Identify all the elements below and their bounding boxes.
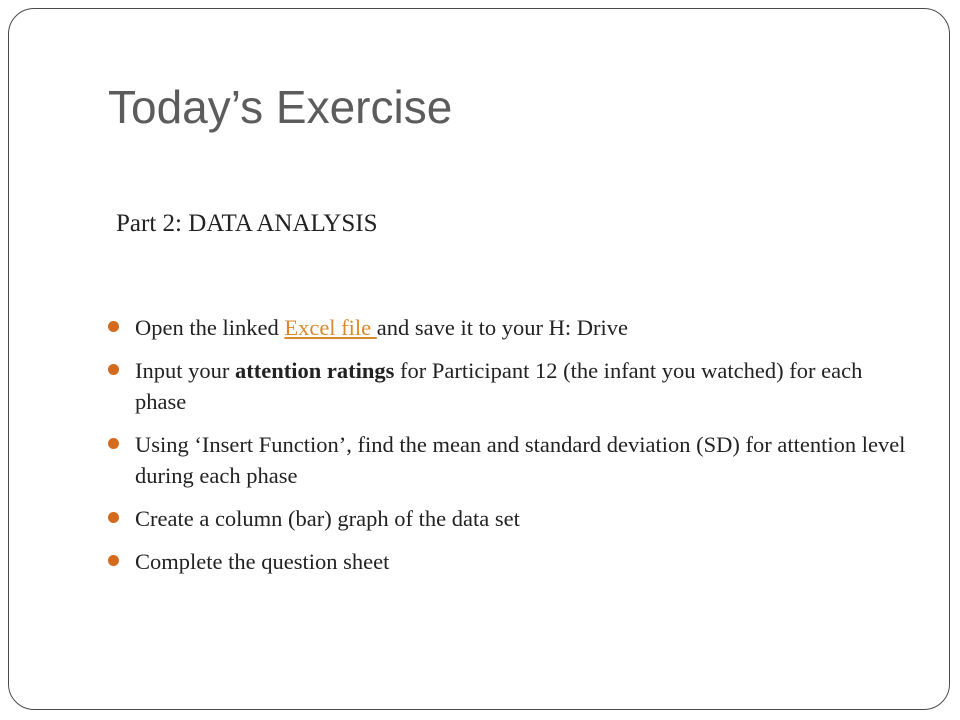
bullet-text-pre: Input your: [135, 358, 235, 383]
bullet-text-post: for Participant 12 (the infant you watched) for each phase: [135, 358, 863, 414]
bullet-dot-icon: [108, 555, 119, 566]
bullet-item-open-file: [108, 312, 908, 343]
bullet-item-insert-function: [108, 429, 908, 491]
bullet-text: Using ‘Insert Function’, find the mean and standard deviation (SD) for attention level during each phase: [135, 432, 906, 488]
bullet-dot-icon: [108, 364, 119, 375]
bullet-dot-icon: [108, 438, 119, 449]
bullet-item-question-sheet: [108, 546, 908, 577]
bullet-item-input-ratings: [108, 355, 908, 417]
excel-file-link[interactable]: Excel file: [284, 315, 377, 340]
section-subheading: Part 2: DATA ANALYSIS: [116, 210, 378, 237]
bullet-dot-icon: [108, 512, 119, 523]
bullet-text: Create a column (bar) graph of the data set: [135, 506, 520, 531]
bullet-text-pre: Open the linked: [135, 315, 285, 340]
bullet-dot-icon: [108, 321, 119, 332]
bullet-text: Complete the question sheet: [135, 549, 390, 574]
bullet-list: [108, 312, 908, 589]
bullet-text-post: and save it to your H: Drive: [376, 315, 628, 340]
slide-title: Today’s Exercise: [108, 81, 453, 133]
bullet-text-bold: attention ratings: [235, 358, 395, 383]
bullet-item-create-graph: [108, 503, 908, 534]
